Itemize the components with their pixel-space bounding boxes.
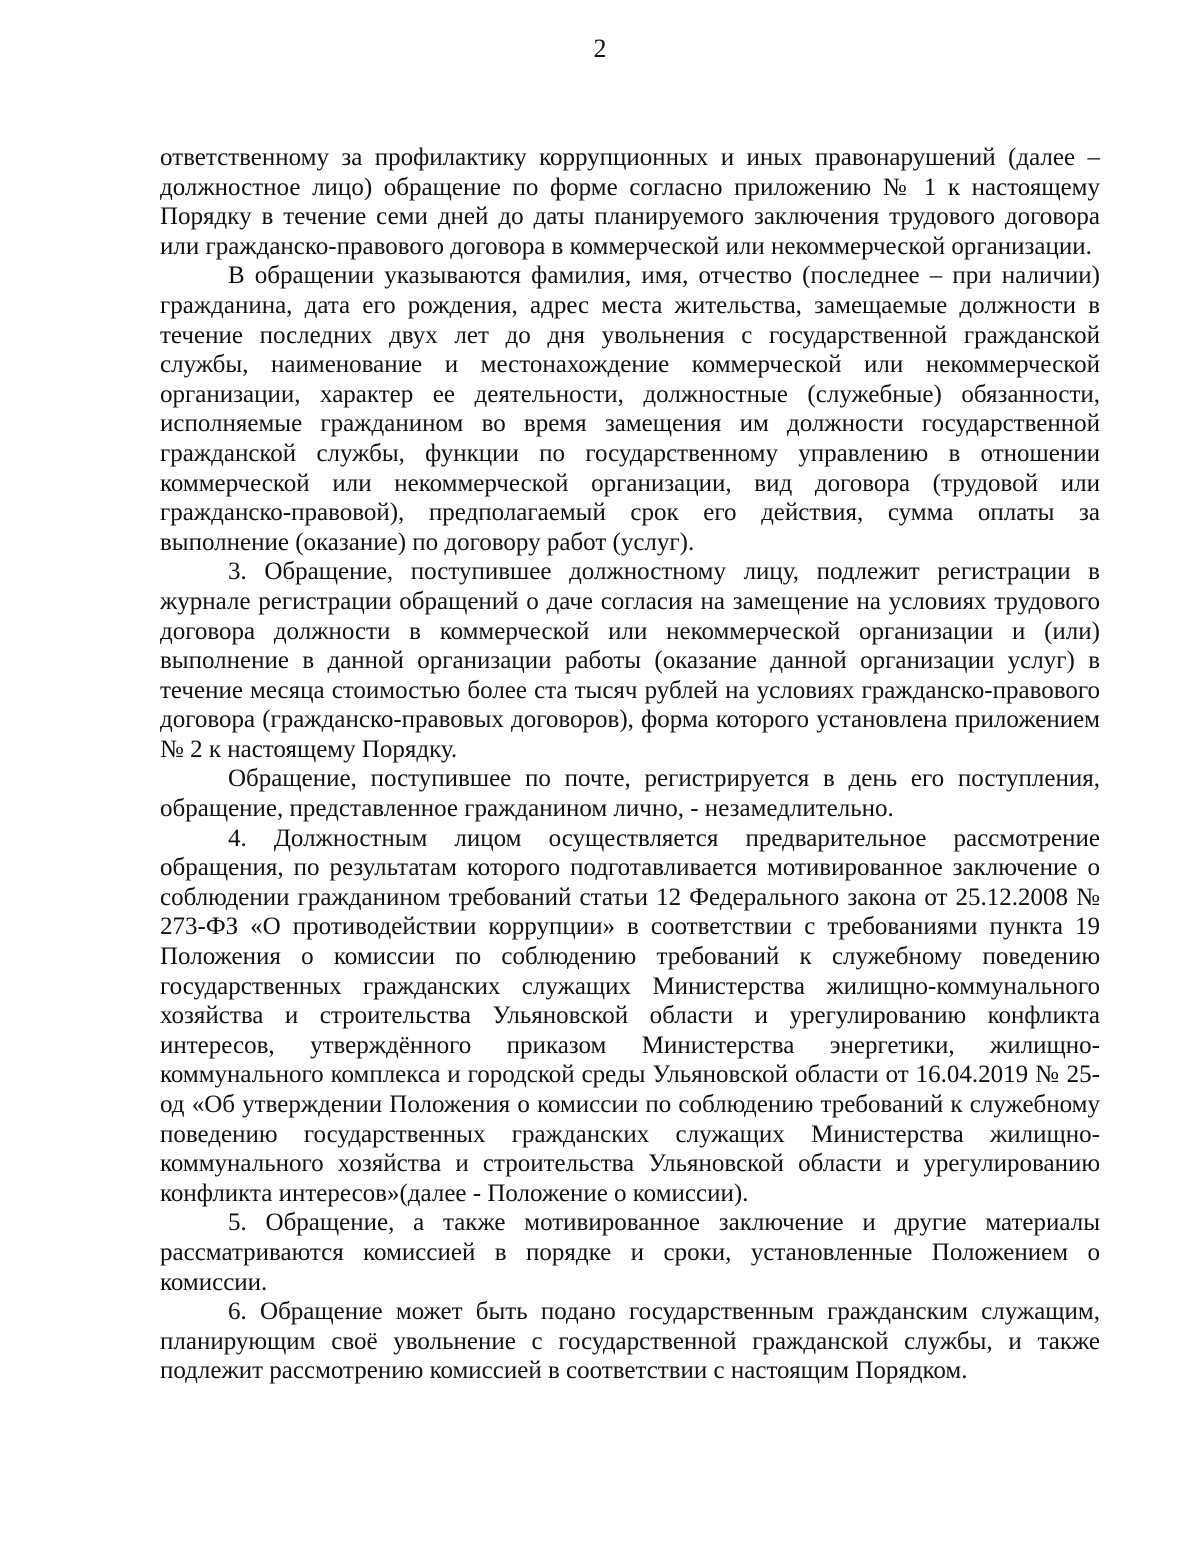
- paragraph-item-4: 4. Должностным лицом осуществляется предварительное рассмотрение обращения, по результатам которого подготавливается мотивированное заключение о соблюдении гражданином требований статьи 12 Федерального закона от 25.12.2008 № 273-ФЗ «О противодействии коррупции» в соответствии с требованиями пункта 19 Положения о комиссии по соблюдению требований к служебному поведению государственных гражданских служащих Министерства жилищно-коммунального хозяйства и строительства Ульяновской области и урегулированию конфликта интересов, утверждённого приказом Министерства энергетики, жилищно-коммунального комплекса и городской среды Ульяновской области от 16.04.2019 № 25-од «Об утверждении Положения о комиссии по соблюдению требований к служебному поведению государственных гражданских служащих Министерства жилищно-коммунального хозяйства и строительства Ульяновской области и урегулированию конфликта интересов»(далее - Положение о комиссии).: [160, 824, 1100, 1207]
- paragraph-item-6: 6. Обращение может быть подано государственным гражданским служащим, планирующим своё увольнение с государственной гражданской службы, и также подлежит рассмотрению комиссией в соответствии с настоящим Порядком.: [160, 1298, 1100, 1385]
- paragraph-item-5: 5. Обращение, а также мотивированное заключение и другие материалы рассматриваются комиссией в порядке и сроки, установленные Положением о комиссии.: [160, 1209, 1100, 1296]
- paragraph-appeal-contents: В обращении указываются фамилия, имя, отчество (последнее – при наличии) гражданина, дата его рождения, адрес места жительства, замещаемые должности в течение последних двух лет до дня увольнения с государственной гражданской службы, наименование и местонахождение коммерческой или некоммерческой организации, характер ее деятельности, должностные (служебные) обязанности, исполняемые гражданином во время замещения им должности государственной гражданской службы, функции по государственному управлению в отношении коммерческой или некоммерческой организации, вид договора (трудовой или гражданско-правовой), предполагаемый срок его действия, сумма оплаты за выполнение (оказание) по договору работ (услуг).: [160, 262, 1100, 556]
- paragraph-item-3: 3. Обращение, поступившее должностному лицу, подлежит регистрации в журнале регистрации обращений о даче согласия на замещение на условиях трудового договора должности в коммерческой или некоммерческой организации и (или) выполнение в данной организации работы (оказание данной организации услуг) в течение месяца стоимостью более ста тысяч рублей на условиях гражданско-правового договора (гражданско-правовых договоров), форма которого установлена приложением № 2 к настоящему Порядку.: [160, 558, 1100, 763]
- paragraph-continuation: ответственному за профилактику коррупционных и иных правонарушений (далее – должностное лицо) обращение по форме согласно приложению № 1 к настоящему Порядку в течение семи дней до даты планируемого заключения трудового договора или гражданско-правового договора в коммерческой или некоммерческой организации.: [160, 144, 1100, 260]
- paragraph-mail-registration: Обращение, поступившее по почте, регистрируется в день его поступления, обращение, представленное гражданином лично, - незамедлительно.: [160, 765, 1100, 823]
- page-number: 2: [593, 34, 607, 63]
- document-body: [160, 143, 1100, 1386]
